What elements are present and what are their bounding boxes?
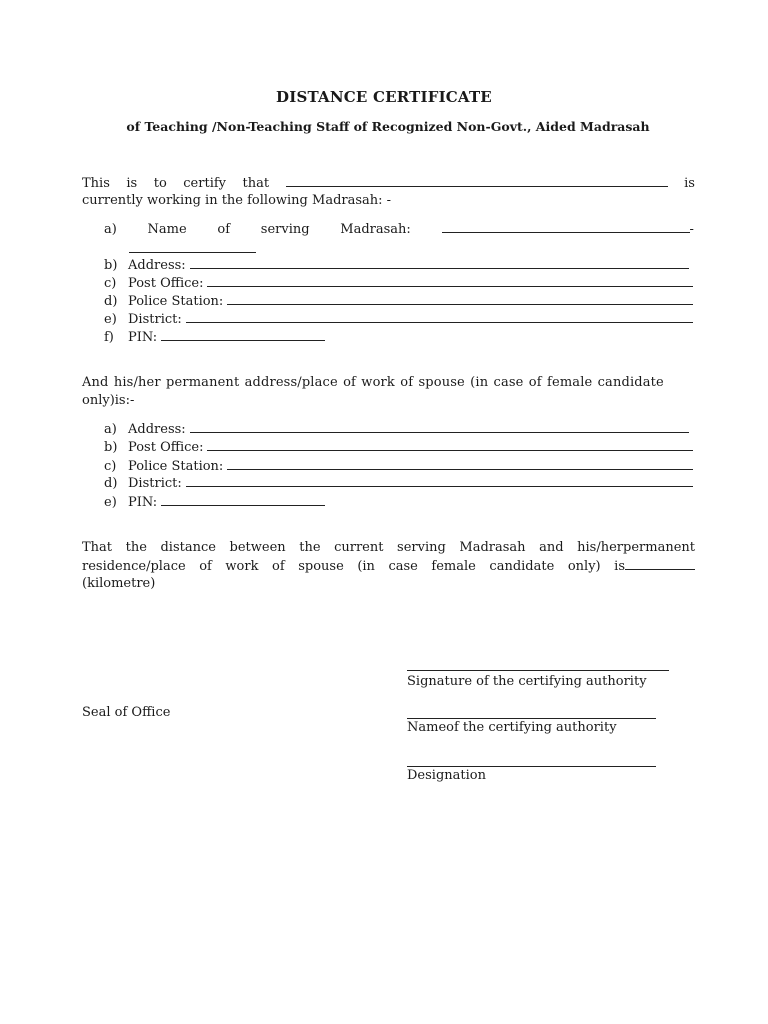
field-label: a) [104,222,117,237]
field-label: b) [104,440,118,455]
field-label: d) [104,476,118,491]
field-word: Madrasah: [340,222,411,237]
perm-field-police-station [104,457,693,475]
field-text: District: [128,476,182,491]
intro-word: is [126,176,138,191]
field-label: c) [104,276,117,291]
field-text: Police Station: [128,294,224,309]
field-word: of [217,222,231,237]
distance-text: residence/place of work of spouse (in case female candidate only) is [82,559,625,574]
seal-of-office-label: Seal of Office [82,705,171,720]
perm-post-office-blank[interactable] [207,438,693,451]
document-subtitle: of Teaching /Non-Teaching Staff of Recognized Non-Govt., Aided Madrasah [126,119,650,134]
signature-label: Signature of the certifying authority [407,674,647,689]
perm-field-district [104,474,693,492]
field-text: Post Office: [128,276,204,291]
field-text: PIN: [128,495,158,510]
field-text: Police Station: [128,459,224,474]
perm-field-address [104,420,689,438]
permanent-intro-line-2: only)is:- [82,393,135,408]
madrasah-name-blank[interactable] [442,220,690,233]
perm-field-post-office [104,438,693,456]
field-pin [104,328,325,346]
intro-word: This [82,176,110,191]
field-text: PIN: [128,330,158,345]
field-address [104,256,689,274]
document-title: DISTANCE CERTIFICATE [276,88,492,106]
intro-word: certify [183,176,227,191]
perm-police-station-blank[interactable] [227,457,693,470]
madrasah-name-blank-continued[interactable] [129,251,256,253]
staff-name-blank[interactable] [286,174,668,187]
police-station-blank[interactable] [227,292,693,305]
field-text: Address: [128,422,186,437]
address-blank[interactable] [190,256,689,269]
field-madrasah-name [104,220,694,238]
perm-district-blank[interactable] [186,474,693,487]
distance-line-1: That the distance between the current serving Madrasah and his/herpermanent [82,540,695,555]
name-label: Nameof the certifying authority [407,720,617,735]
signature-line[interactable] [407,669,669,671]
field-text: Address: [128,258,186,273]
perm-field-pin [104,493,325,511]
dash: - [689,222,694,237]
distance-km-blank[interactable] [625,557,695,570]
madrasah-name-blank-wrap [442,220,694,239]
distance-line-2 [82,557,695,576]
field-label: d) [104,294,118,309]
distance-line-3: (kilometre) [82,576,156,591]
field-label: f) [104,330,114,345]
intro-word: that [242,176,270,191]
field-word: serving [260,222,310,237]
field-label: b) [104,258,118,273]
intro-word: to [153,176,167,191]
field-district [104,310,693,328]
post-office-blank[interactable] [207,274,693,287]
field-text: District: [128,312,182,327]
perm-pin-blank[interactable] [161,493,325,506]
field-post-office [104,274,693,292]
perm-address-blank[interactable] [190,420,689,433]
field-label: a) [104,422,117,437]
intro-word: is [684,176,695,191]
district-blank[interactable] [186,310,693,323]
field-police-station [104,292,693,310]
designation-label: Designation [407,768,486,783]
intro-line-2: currently working in the following Madrasah: - [82,193,392,208]
permanent-intro-text: And his/her permanent address/place of work of spouse (in case of female candidate [82,375,664,390]
field-label: e) [104,312,117,327]
permanent-intro-line-1 [82,374,695,392]
field-word: Name [147,222,187,237]
intro-line-1 [82,174,695,192]
pin-blank[interactable] [161,328,325,341]
field-label: c) [104,459,117,474]
field-text: Post Office: [128,440,204,455]
field-label: e) [104,495,117,510]
